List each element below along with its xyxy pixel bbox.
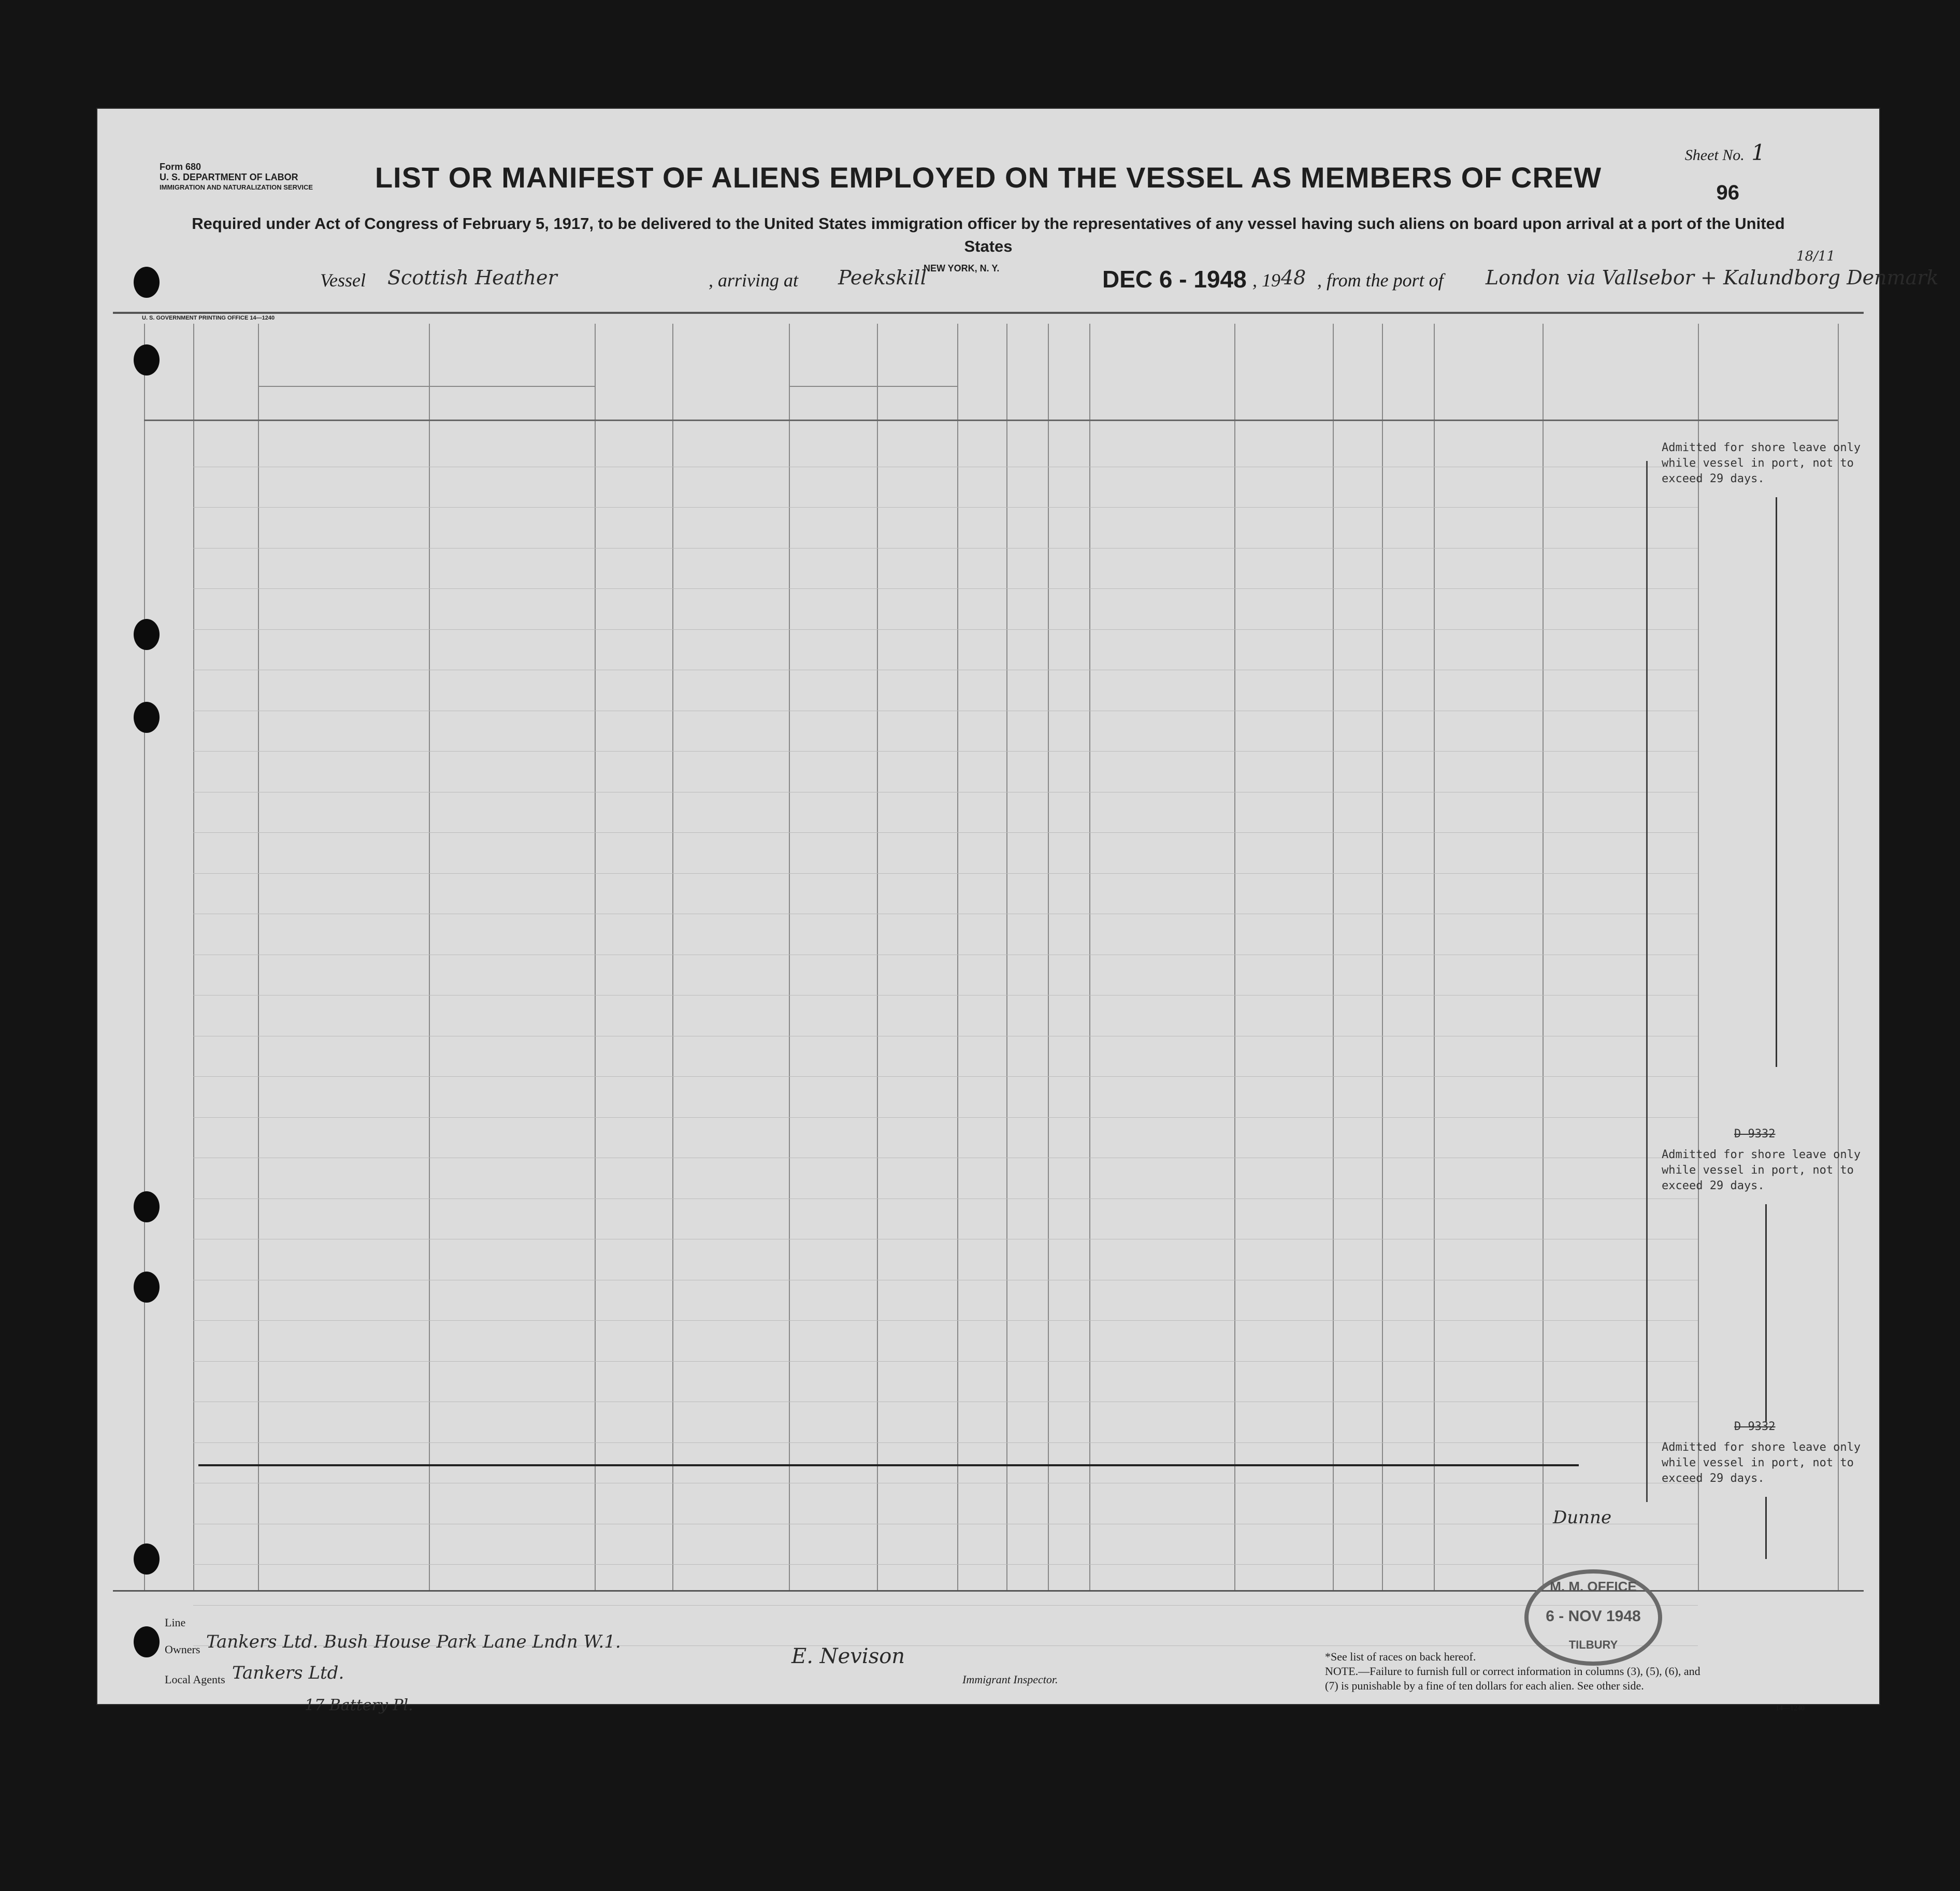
agents-address: 17 Battery Pl. <box>305 1696 413 1714</box>
row-rule <box>193 873 1698 874</box>
column-rule <box>429 324 430 1590</box>
footer-form-code: 14—1240 <box>1776 1705 1805 1712</box>
arriving-port-print: NEW YORK, N. Y. <box>924 263 1000 273</box>
binder-hole <box>134 267 160 298</box>
column-rule <box>258 324 259 1590</box>
agents-label: Local Agents <box>165 1673 225 1686</box>
column-rule <box>1382 324 1383 1590</box>
header-rule <box>113 312 1864 314</box>
remark-shore-leave-stamp: Admitted for shore leave only while vessel in port, not to exceed 29 days. <box>1662 1441 1861 1485</box>
vessel-name: Scottish Heather <box>387 266 557 289</box>
remark-shore-leave-stamp: Admitted for shore leave only while vessel in port, not to exceed 29 days. <box>1662 1148 1861 1192</box>
column-rule <box>144 324 145 1590</box>
binder-hole <box>134 1626 160 1657</box>
remark-bracket-line <box>1646 461 1648 1502</box>
subheader-rule <box>789 386 957 387</box>
mm-office-stamp <box>1524 1569 1662 1666</box>
year-label: , 19 <box>1252 270 1280 291</box>
header-bottom-rule <box>144 420 1838 421</box>
column-rule <box>957 324 958 1590</box>
document-subtitle: Required under Act of Congress of February 5, 1917, to be delivered to the United States immigration officer by the representatives of any vessel having such aliens on board upon arrival at a port of the United States <box>192 214 1785 255</box>
inspector-signature: E. Nevison <box>791 1644 905 1668</box>
row-rule <box>193 1117 1698 1118</box>
binder-hole <box>134 619 160 650</box>
strikethrough-line <box>198 1464 1579 1466</box>
binder-hole <box>134 1543 160 1575</box>
row-rule <box>193 1605 1698 1606</box>
race-note: *See list of races on back hereof. <box>1325 1650 1476 1663</box>
column-rule <box>1048 324 1049 1590</box>
from-port: London via Vallsebor + Kalundborg Denmark <box>1486 266 1939 289</box>
owners-value: Tankers Ltd. Bush House Park Lane Lndn W.1. <box>206 1632 621 1652</box>
binder-hole <box>134 344 160 376</box>
remark-struck-number: D-9332 <box>1734 1128 1776 1141</box>
binder-hole <box>134 1272 160 1303</box>
column-rule <box>1434 324 1435 1590</box>
from-port-note: 18/11 <box>1796 249 1835 264</box>
remark-bracket-line <box>1776 497 1777 1067</box>
printer-line: U. S. GOVERNMENT PRINTING OFFICE 14—1240 <box>142 315 275 321</box>
column-rule <box>193 324 194 1590</box>
sheet-number-label: Sheet No. <box>1684 147 1745 164</box>
column-rule <box>672 324 673 1590</box>
row-rule <box>193 507 1698 508</box>
column-rule <box>1089 324 1090 1590</box>
remark-shore-leave-stamp: Admitted for shore leave only while vessel in port, not to exceed 29 days. <box>1662 441 1861 485</box>
column-rule <box>1698 324 1699 1590</box>
form-service: IMMIGRATION AND NATURALIZATION SERVICE <box>160 183 313 191</box>
document-title: LIST OR MANIFEST OF ALIENS EMPLOYED ON THE VESSEL AS MEMBERS OF CREW <box>374 161 1602 194</box>
agents-value: Tankers Ltd. <box>232 1663 344 1683</box>
voyage-line <box>149 249 1939 300</box>
column-rule <box>595 324 596 1590</box>
column-rule <box>1333 324 1334 1590</box>
page-number: 96 <box>1716 181 1739 204</box>
row-rule <box>193 588 1698 589</box>
form-number: Form 680 <box>160 162 201 172</box>
vessel-label: Vessel <box>320 270 366 291</box>
remark-struck-number: D-9332 <box>1734 1420 1776 1433</box>
arrival-date-stamp: DEC 6 - 1948 <box>1102 266 1247 293</box>
stamp-date: 6 - NOV 1948 <box>1546 1608 1641 1625</box>
row-rule <box>193 629 1698 630</box>
column-rule <box>877 324 878 1590</box>
fine-note: NOTE.—Failure to furnish full or correct information in columns (3), (5), (6), and (7) is punishable by a fine of ten dollars for each alien. See other side. <box>1325 1665 1700 1692</box>
year-value: 48 <box>1281 266 1306 289</box>
column-rule <box>1543 324 1544 1590</box>
remark-bracket-line <box>1765 1204 1767 1422</box>
owners-label: Owners <box>165 1643 200 1656</box>
row-rule <box>193 1361 1698 1362</box>
from-port-label: , from the port of <box>1317 270 1444 291</box>
stamp-place: TILBURY <box>1568 1638 1618 1651</box>
row-rule <box>193 1076 1698 1077</box>
stamp-office: M. M. OFFICE <box>1550 1579 1637 1594</box>
line-label: Line <box>165 1616 186 1629</box>
manifest-sheet <box>97 109 1939 1714</box>
binder-hole <box>134 702 160 733</box>
row-rule <box>193 1320 1698 1321</box>
arriving-label: , arriving at <box>709 270 799 291</box>
sheet-number-value: 1 <box>1751 140 1765 165</box>
column-rule <box>1006 324 1007 1590</box>
inspector-label: Immigrant Inspector. <box>962 1673 1058 1686</box>
column-rule <box>789 324 790 1590</box>
subheader-rule <box>258 386 595 387</box>
binder-hole <box>134 1191 160 1222</box>
arriving-port: Peekskill <box>838 266 927 289</box>
row-rule <box>193 1442 1698 1443</box>
column-rule <box>1838 324 1839 1590</box>
remark-bracket-line <box>1765 1497 1767 1559</box>
row-rule <box>193 832 1698 833</box>
column-rule <box>1234 324 1235 1590</box>
form-department: U. S. DEPARTMENT OF LABOR <box>160 172 298 182</box>
signature-right: Dunne <box>1553 1507 1612 1528</box>
row-rule <box>193 751 1698 752</box>
row-rule <box>193 1564 1698 1565</box>
